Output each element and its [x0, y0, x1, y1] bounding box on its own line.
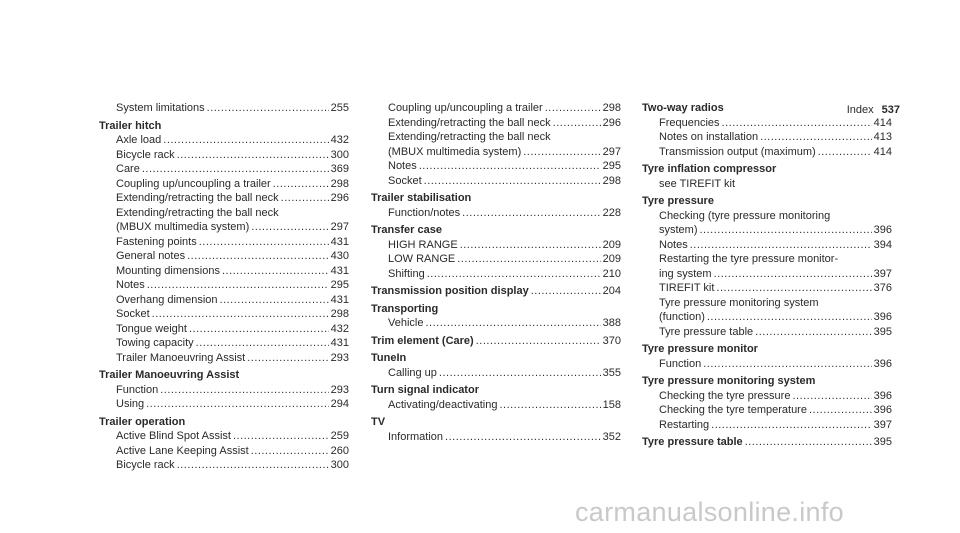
entry-text: Notes [116, 279, 145, 291]
entry-text: Coupling up/uncoupling a trailer [388, 102, 543, 114]
entry-text: Trim element (Care) [371, 334, 474, 347]
index-subentry [369, 101, 621, 116]
entry-text: system) [659, 224, 698, 236]
dot-leader [722, 116, 872, 131]
entry-page: 431 [330, 264, 349, 277]
index-subentry [640, 116, 892, 131]
entry-text: Turn signal indicator [371, 384, 479, 396]
entry-page: 210 [602, 267, 621, 280]
entry-text: Bicycle rack [116, 459, 175, 471]
index-subentry [97, 191, 349, 206]
entry-text: (function) [659, 311, 705, 323]
entry-text: Tyre pressure monitoring system [642, 375, 816, 387]
entry-text: Fastening points [116, 235, 197, 248]
entry-text: Notes on installation [659, 131, 759, 143]
entry-text: Information [388, 430, 444, 443]
index-heading [97, 119, 349, 134]
dot-leader [792, 389, 871, 404]
entry-page: 300 [330, 459, 349, 471]
entry-text: Transporting [371, 302, 439, 315]
entry-text: see TIREFIT kit [659, 177, 736, 190]
entry-page: 396 [873, 224, 892, 236]
dot-leader [142, 162, 329, 177]
entry-text: (MBUX multimedia system) [116, 221, 250, 233]
entry-text: Tyre pressure [642, 195, 714, 207]
entry-page: 396 [873, 357, 892, 370]
dot-leader [531, 284, 601, 299]
dot-leader [425, 316, 600, 331]
index-column-2 [369, 101, 621, 444]
entry-page: 293 [330, 383, 349, 396]
index-subentry [369, 130, 621, 145]
dot-leader [745, 435, 872, 450]
entry-text: Extending/retracting the ball neck [388, 131, 551, 143]
index-subentry [640, 238, 892, 253]
dot-leader [523, 145, 600, 160]
entry-page: 355 [602, 366, 621, 379]
index-subentry [369, 316, 621, 331]
entry-text: Function/notes [388, 206, 461, 219]
index-subentry [640, 145, 892, 160]
index-heading [369, 191, 621, 206]
dot-leader [700, 223, 872, 238]
entry-text: LOW RANGE [388, 253, 456, 265]
index-subentry [369, 252, 621, 267]
index-subentry [97, 444, 349, 459]
dot-leader [251, 220, 328, 235]
entry-text: Transmission position display [371, 285, 529, 297]
dot-leader [177, 458, 329, 473]
entry-page: 397 [873, 267, 892, 280]
dot-leader [247, 351, 328, 366]
index-subentry [640, 296, 892, 311]
dot-leader [222, 264, 329, 279]
entry-text: Trailer stabilisation [371, 192, 472, 204]
index-heading [640, 435, 892, 450]
index-subentry [640, 209, 892, 224]
dot-leader [207, 101, 329, 116]
entry-page: 432 [330, 134, 349, 146]
entry-text: Extending/retracting the ball neck [388, 116, 551, 129]
dot-leader [233, 429, 329, 444]
entry-page: 298 [602, 102, 621, 114]
entry-page: 297 [330, 221, 349, 233]
entry-page: 259 [330, 430, 349, 442]
entry-page: 158 [602, 398, 621, 411]
dot-leader [273, 177, 329, 192]
index-subentry [369, 238, 621, 253]
entry-page: 396 [873, 404, 892, 416]
entry-page: 293 [330, 351, 349, 364]
entry-text: Vehicle [388, 317, 424, 329]
entry-page: 260 [330, 444, 349, 457]
index-heading [97, 368, 349, 383]
index-subentry [97, 148, 349, 163]
dot-leader [160, 383, 328, 398]
entry-text: Notes [388, 160, 417, 172]
index-heading [369, 334, 621, 349]
dot-leader [177, 148, 329, 163]
entry-text: TIREFIT kit [659, 282, 715, 294]
entry-text: Tyre pressure table [659, 325, 754, 338]
index-subentry [97, 383, 349, 398]
index-subentry [640, 281, 892, 296]
index-subentry [97, 133, 349, 148]
entry-page: 294 [330, 398, 349, 410]
entry-text: ing system [659, 267, 712, 280]
index-subentry [369, 267, 621, 282]
dot-leader [199, 235, 329, 250]
entry-page: 431 [330, 293, 349, 306]
entry-text: Socket [116, 308, 150, 320]
dot-leader [146, 397, 329, 412]
entry-page: 388 [602, 317, 621, 329]
entry-page: 395 [873, 436, 892, 448]
dot-leader [424, 174, 601, 189]
entry-text: TV [371, 416, 386, 428]
entry-text: Notes [659, 238, 688, 251]
entry-text: (MBUX multimedia system) [388, 145, 522, 158]
entry-page: 396 [873, 311, 892, 323]
index-subentry [97, 307, 349, 322]
index-heading [369, 284, 621, 299]
index-subentry [640, 418, 892, 433]
index-subentry [369, 430, 621, 445]
index-subentry [369, 159, 621, 174]
entry-text: Activating/deactivating [388, 398, 498, 411]
dot-leader [419, 159, 601, 174]
index-heading [640, 342, 892, 357]
entry-page: 431 [330, 337, 349, 349]
dot-leader [427, 267, 601, 282]
index-subentry [97, 235, 349, 250]
dot-leader [553, 116, 601, 131]
dot-leader [690, 238, 872, 253]
entry-page: 298 [602, 174, 621, 187]
dot-leader [755, 325, 871, 340]
index-subentry [640, 389, 892, 404]
index-subentry [97, 264, 349, 279]
dot-leader [187, 249, 329, 264]
index-subentry [97, 162, 349, 177]
entry-text: Tyre pressure monitoring system [659, 296, 819, 309]
entry-text: Extending/retracting the ball neck [116, 206, 279, 219]
index-subentry [97, 220, 349, 235]
index-heading [369, 383, 621, 398]
entry-text: HIGH RANGE [388, 238, 458, 251]
entry-page: 296 [330, 192, 349, 204]
dot-leader [707, 310, 872, 325]
entry-page: 298 [330, 308, 349, 320]
entry-page: 396 [873, 389, 892, 402]
entry-page: 414 [873, 116, 892, 129]
index-subentry [369, 366, 621, 381]
dot-leader [457, 252, 600, 267]
entry-page: 432 [330, 322, 349, 335]
entry-page: 298 [330, 177, 349, 190]
dot-leader [147, 278, 329, 293]
index-subentry [97, 397, 349, 412]
index-heading [640, 374, 892, 389]
entry-page: 431 [330, 235, 349, 248]
entry-text: General notes [116, 250, 186, 262]
dot-leader [281, 191, 329, 206]
index-subentry [369, 174, 621, 189]
entry-page: 394 [873, 238, 892, 251]
index-subentry [97, 101, 349, 116]
entry-text: Checking (tyre pressure monitoring [659, 209, 831, 222]
dot-leader [716, 281, 871, 296]
dot-leader [476, 334, 601, 349]
index-heading [640, 194, 892, 209]
dot-leader [152, 307, 329, 322]
index-subentry [97, 322, 349, 337]
index-subentry [97, 249, 349, 264]
entry-page: 255 [330, 102, 349, 114]
entry-page: 297 [602, 145, 621, 158]
entry-text: Trailer Manoeuvring Assist [99, 369, 240, 381]
entry-text: Function [116, 383, 159, 396]
dot-leader [251, 444, 329, 459]
index-subentry [97, 278, 349, 293]
entry-text: Active Blind Spot Assist [116, 430, 231, 442]
entry-text: Frequencies [659, 116, 720, 129]
entry-text: Trailer operation [99, 415, 186, 428]
entry-page: 295 [330, 279, 349, 291]
dot-leader [196, 336, 329, 351]
entry-page: 204 [602, 285, 621, 297]
index-subentry [97, 336, 349, 351]
entry-text: Care [116, 163, 140, 175]
index-subentry [369, 206, 621, 221]
entry-text: Bicycle rack [116, 148, 175, 161]
index-column-3 [640, 101, 892, 450]
entry-text: Transfer case [371, 224, 442, 236]
index-heading [640, 162, 892, 177]
index-heading [369, 302, 621, 317]
index-subentry [97, 458, 349, 473]
index-subentry [97, 351, 349, 366]
entry-page: 376 [873, 282, 892, 294]
entry-page: 397 [873, 418, 892, 431]
entry-text: Socket [388, 174, 422, 187]
entry-page: 430 [330, 250, 349, 262]
dot-leader [163, 133, 328, 148]
entry-page: 296 [602, 116, 621, 129]
entry-text: Tongue weight [116, 322, 187, 335]
dot-leader [220, 293, 329, 308]
entry-text: Function [659, 357, 702, 370]
dot-leader [818, 145, 872, 160]
index-subentry [640, 130, 892, 145]
entry-text: Tyre inflation compressor [642, 163, 777, 175]
entry-page: 352 [602, 430, 621, 443]
watermark: carmanualsonline.info [575, 497, 844, 527]
entry-page: 369 [330, 163, 349, 175]
entry-page: 370 [602, 334, 621, 347]
index-subentry [97, 293, 349, 308]
entry-page: 295 [602, 160, 621, 172]
entry-text: Restarting [659, 418, 710, 431]
index-heading [640, 101, 892, 116]
entry-text: Towing capacity [116, 337, 194, 349]
index-subentry [97, 206, 349, 221]
entry-page: 413 [873, 131, 892, 143]
dot-leader [462, 206, 600, 221]
entry-text: Calling up [388, 366, 437, 379]
dot-leader [760, 130, 872, 145]
dot-leader [460, 238, 601, 253]
entry-text: Using [116, 398, 145, 410]
entry-text: Checking the tyre temperature [659, 404, 807, 416]
index-subentry [97, 177, 349, 192]
index-subentry [369, 145, 621, 160]
index-subentry [640, 177, 892, 192]
index-heading [369, 415, 621, 430]
entry-page: 209 [602, 253, 621, 265]
dot-leader [545, 101, 601, 116]
entry-text: Active Lane Keeping Assist [116, 444, 249, 457]
entry-text: Trailer hitch [99, 119, 162, 132]
index-heading [369, 351, 621, 366]
dot-leader [703, 357, 871, 372]
entry-text: Restarting the tyre pressure monitor- [659, 253, 839, 265]
entry-text: Overhang dimension [116, 293, 218, 306]
index-subentry [640, 357, 892, 372]
dot-leader [439, 366, 601, 381]
dot-leader [189, 322, 329, 337]
dot-leader [445, 430, 601, 445]
entry-text: Tyre pressure monitor [642, 343, 758, 355]
entry-text: TuneIn [371, 352, 407, 364]
entry-text: Axle load [116, 134, 162, 146]
entry-page: 228 [602, 206, 621, 219]
entry-text: Coupling up/uncoupling a trailer [116, 177, 271, 190]
entry-text: Trailer Manoeuvring Assist [116, 351, 246, 364]
index-subentry [640, 267, 892, 282]
entry-page: 414 [873, 145, 892, 158]
index-subentry [97, 429, 349, 444]
index-heading [369, 223, 621, 238]
entry-page: 300 [330, 148, 349, 161]
dot-leader [714, 267, 872, 282]
entry-text: Mounting dimensions [116, 264, 220, 277]
entry-page: 395 [873, 325, 892, 338]
index-subentry [640, 403, 892, 418]
entry-text: Extending/retracting the ball neck [116, 192, 279, 204]
page-number: 537 [881, 104, 900, 116]
dot-leader [809, 403, 872, 418]
index-heading [97, 415, 349, 430]
entry-text: Tyre pressure table [642, 436, 743, 448]
entry-page: 209 [602, 238, 621, 251]
entry-text: Transmission output (maximum) [659, 145, 816, 158]
index-subentry [369, 398, 621, 413]
section-label: Index [846, 104, 874, 116]
entry-text: Checking the tyre pressure [659, 389, 791, 402]
entry-text: System limitations [116, 102, 205, 114]
dot-leader [711, 418, 872, 433]
index-subentry [640, 252, 892, 267]
index-subentry [640, 223, 892, 238]
index-subentry [640, 325, 892, 340]
entry-text: Two-way radios [642, 102, 724, 114]
entry-text: Shifting [388, 267, 425, 280]
index-column-1 [97, 101, 349, 473]
dot-leader [499, 398, 600, 413]
index-subentry [640, 310, 892, 325]
index-subentry [369, 116, 621, 131]
